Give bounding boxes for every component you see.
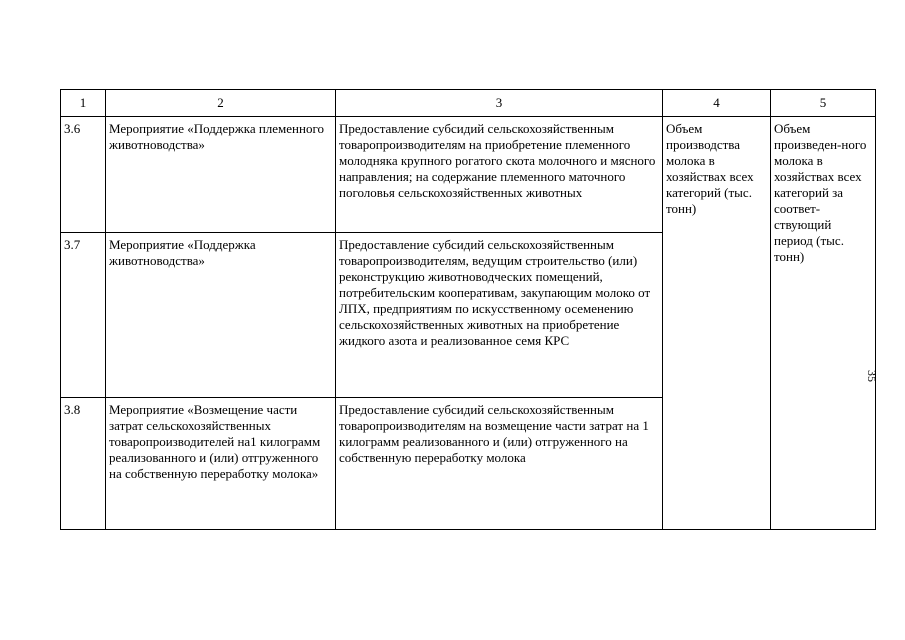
event-description: Предоставление субсидий сельскохозяйственным товаропроизводителям, ведущим строительство (или) реконструкцию животноводческих помещений, потребительским кооперативам, закупающим молоко от ЛПХ, предприятиям по искусственному осеменению сельскохозяйственных животных на приобретение жидкого азота и реализованное семя КРС bbox=[336, 233, 663, 398]
event-description: Предоставление субсидий сельскохозяйственным товаропроизводителям на приобретение племенного молодняка крупного рогатого скота молочного и мясного направления; на содержание племенного маточного поголовья сельскохозяйственных животных bbox=[336, 117, 663, 233]
header-cell-3: 3 bbox=[336, 90, 663, 117]
row-number: 3.6 bbox=[61, 117, 106, 233]
row-number: 3.8 bbox=[61, 398, 106, 530]
row-number: 3.7 bbox=[61, 233, 106, 398]
event-name: Мероприятие «Поддержка племенного животноводства» bbox=[106, 117, 336, 233]
header-cell-5: 5 bbox=[771, 90, 876, 117]
measures-table bbox=[60, 89, 876, 530]
table-row bbox=[61, 117, 876, 233]
header-cell-2: 2 bbox=[106, 90, 336, 117]
indicator-cell: Объем производства молока в хозяйствах всех категорий (тыс. тонн) bbox=[663, 117, 771, 530]
event-name: Мероприятие «Возмещение части затрат сельскохозяйственных товаропроизводителей на1 килограмм реализованного и (или) отгруженного на собственную переработку молока» bbox=[106, 398, 336, 530]
header-cell-1: 1 bbox=[61, 90, 106, 117]
page-number: 35 bbox=[865, 370, 879, 382]
header-cell-4: 4 bbox=[663, 90, 771, 117]
event-description: Предоставление субсидий сельскохозяйственным товаропроизводителям на возмещение части затрат на 1 килограмм реализованного и (или) отгруженного на собственную переработку молока bbox=[336, 398, 663, 530]
event-name: Мероприятие «Поддержка животноводства» bbox=[106, 233, 336, 398]
target-cell: Объем произведен-ного молока в хозяйствах всех категорий за соответ-ствующий период (тыс. тонн) bbox=[771, 117, 876, 530]
table-header-row bbox=[61, 90, 876, 117]
